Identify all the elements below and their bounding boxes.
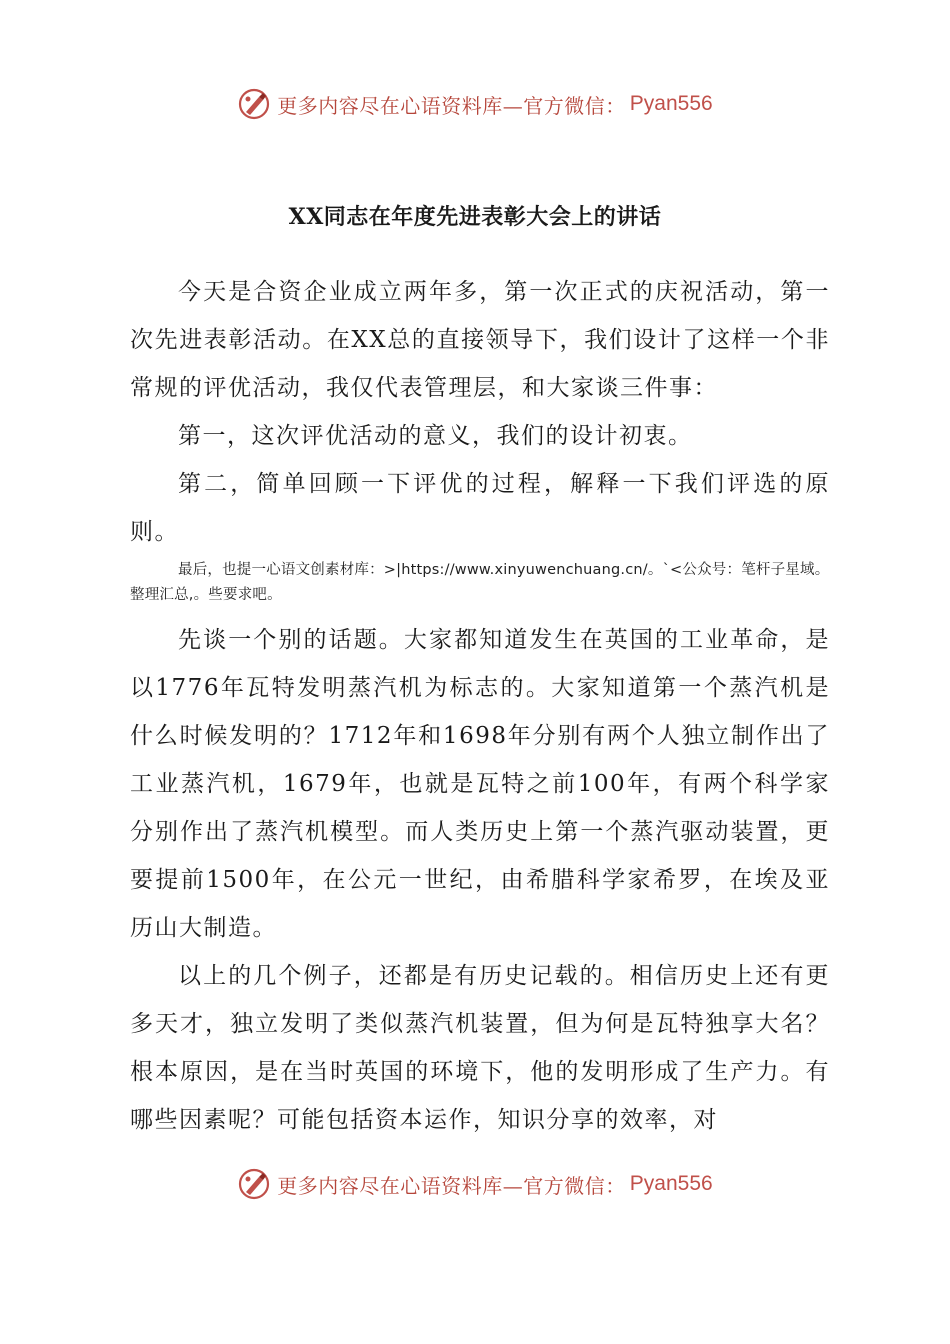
document-title: XX同志在年度先进表彰大会上的讲话 [288, 204, 662, 230]
watermark-wechat-id: Pyan556 [629, 1172, 713, 1195]
paragraph: 第一，这次评优活动的意义，我们的设计初衷。 [178, 423, 693, 449]
paragraph: 第二，简单回顾一下评优的过程，解释一下我们评选的原则。 [130, 471, 830, 545]
watermark-text: 更多内容尽在心语资料库—官方微信： [277, 93, 626, 118]
inserted-notice: 最后，也提一心语文创素材库：>|https://www.xinyuwenchuang.cn/。`<公众号：笔杆子星域。整理汇总,。些要求吧。 [130, 562, 830, 603]
header-watermark [0, 84, 950, 124]
watermark-wechat-id: Pyan556 [629, 92, 713, 115]
document-body [130, 268, 830, 1144]
paragraph: 今天是合资企业成立两年多，第一次正式的庆祝活动，第一次先进表彰活动。在XX总的直接领导下，我们设计了这样一个非常规的评优活动，我仅代表管理层，和大家谈三件事： [130, 279, 830, 401]
watermark-text: 更多内容尽在心语资料库—官方微信： [277, 1173, 626, 1198]
footer-watermark [0, 1164, 950, 1204]
pen-seal-icon [237, 87, 271, 121]
pen-seal-icon [237, 1167, 271, 1201]
paragraph: 先谈一个别的话题。大家都知道发生在英国的工业革命，是以1776年瓦特发明蒸汽机为标志的。大家知道第一个蒸汽机是什么时候发明的？1712年和1698年分别有两个人独立制作出了工业蒸汽机，1679年，也就是瓦特之前100年，有两个科学家分别作出了蒸汽机模型。而人类历史上第一个蒸汽驱动装置，更要提前1500年，在公元一世纪，由希腊科学家希罗，在埃及亚历山大制造。 [130, 627, 830, 941]
paragraph: 以上的几个例子，还都是有历史记载的。相信历史上还有更多天才，独立发明了类似蒸汽机装置，但为何是瓦特独享大名？根本原因，是在当时英国的环境下，他的发明形成了生产力。有哪些因素呢？可能包括资本运作，知识分享的效率，对 [130, 963, 830, 1133]
